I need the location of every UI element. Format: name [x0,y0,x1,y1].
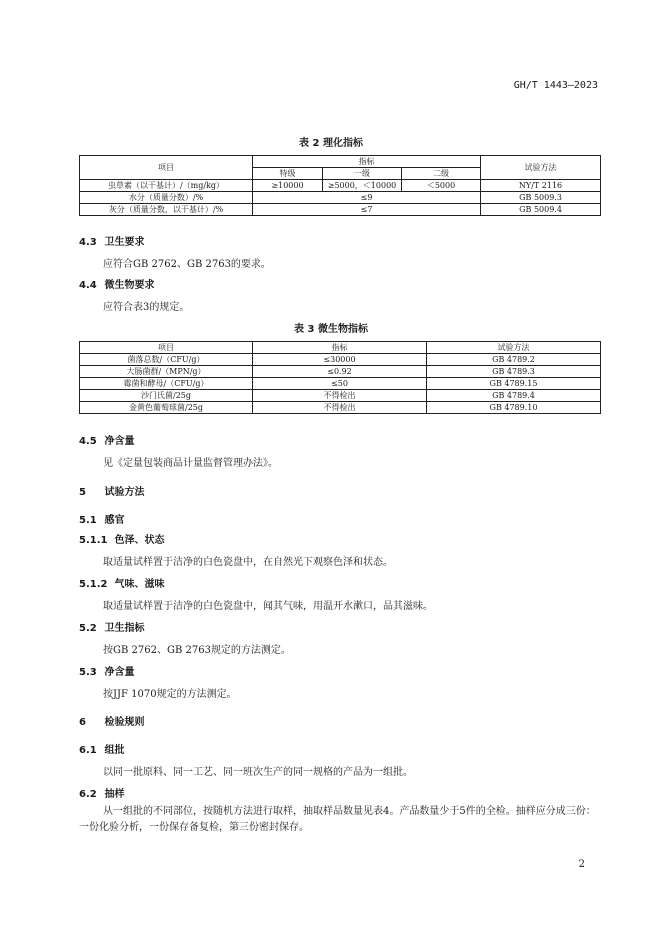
table-cell: 沙门氏菌/25g [80,390,253,402]
section-heading [79,531,164,546]
section-number: 6 [79,717,86,728]
section-title: 卫生要求 [104,237,145,248]
section-title: 检验规则 [104,717,145,728]
section-number: 5.1 [79,515,97,526]
table-row [80,354,601,366]
table-row [80,180,601,192]
section-title: 微生物要求 [104,280,155,291]
section-title: 净含量 [104,667,135,678]
section-heading [79,276,154,291]
table-row [80,402,601,414]
table-cell: ＜5000 [402,180,481,192]
section-heading [79,741,124,756]
section-title: 色泽、状态 [114,535,165,546]
section-heading [79,575,164,590]
section-title: 净含量 [104,436,135,447]
standard-code-header: GH/T 1443—2023 [513,80,598,91]
section-number: 4.5 [79,436,97,447]
table2-head-item: 项目 [80,156,253,180]
table-cell: 大肠菌群/（MPN/g） [80,366,253,378]
table2-grade-first: 一级 [323,168,402,180]
paragraph: 应符合GB 2762、GB 2763的要求。 [103,259,271,270]
section-heading [79,233,144,248]
table2-grade-special: 特级 [253,168,323,180]
table-cell: 霉菌和酵母/（CFU/g） [80,378,253,390]
table-row [80,192,601,204]
section-heading [79,432,134,447]
table2-head-method: 试验方法 [481,156,601,180]
table-cell: GB 4789.10 [427,402,601,414]
table-cell: ≥10000 [253,180,323,192]
table-cell: NY/T 2116 [481,180,601,192]
paragraph: 从一组批的不同部位，按随机方法进行取样，抽取样品数量见表4。产品数量少于5件的全检。抽样应分成三份：一份化验分析，一份保存备复检，第三份密封保存。 [79,806,596,833]
paragraph: 见《定量包装商品计量监督管理办法》。 [103,458,278,469]
table-row [80,390,601,402]
table2-head-index: 指标 [253,156,481,168]
section-heading [79,619,144,634]
table-cell: 不得检出 [253,390,427,402]
table-cell: ≤50 [253,378,427,390]
table3-caption: 表 3 微生物指标 [294,324,368,335]
table2-grade-second: 二级 [402,168,481,180]
table-cell: GB 4789.2 [427,354,601,366]
chapter-heading [79,713,144,728]
table-row [80,378,601,390]
table-cell: 水分（质量分数）/% [80,192,253,204]
table-cell: GB 4789.4 [427,390,601,402]
section-title: 试验方法 [104,487,145,498]
table-cell: 虫草素（以干基计）/（mg/kg） [80,180,253,192]
section-title: 抽样 [104,789,125,800]
table-cell: ≥5000，＜10000 [323,180,402,192]
table3-head-index: 指标 [253,342,427,354]
table-row [80,204,601,216]
section-number: 6.1 [79,745,97,756]
section-number: 5 [79,487,86,498]
paragraph: 按JJF 1070规定的方法测定。 [103,689,237,700]
section-number: 5.2 [79,623,97,634]
table-row [80,366,601,378]
table-cell: GB 5009.4 [481,204,601,216]
paragraph: 以同一批原料、同一工艺、同一班次生产的同一规格的产品为一组批。 [103,767,413,778]
table2-caption: 表 2 理化指标 [299,138,363,149]
table-cell: 金黄色葡萄球菌/25g [80,402,253,414]
section-heading [79,511,124,526]
section-title: 组批 [104,745,125,756]
table-cell: 灰分（质量分数，以干基计）/% [80,204,253,216]
table-cell: GB 4789.15 [427,378,601,390]
table-cell: ≤7 [253,204,481,216]
chapter-heading [79,483,144,498]
section-heading [79,663,134,678]
table2-physicochemical [79,155,601,216]
section-title: 气味、滋味 [114,579,165,590]
table-cell: ≤0.92 [253,366,427,378]
section-number: 4.3 [79,237,97,248]
section-number: 5.3 [79,667,97,678]
section-number: 5.1.2 [79,579,108,590]
section-title: 卫生指标 [104,623,145,634]
table3-microbiological [79,341,601,414]
table3-head-method: 试验方法 [427,342,601,354]
section-heading [79,785,124,800]
paragraph: 取适量试样置于洁净的白色瓷盘中，闻其气味，用温开水漱口，品其滋味。 [103,601,433,612]
section-title: 感官 [104,515,125,526]
table-cell: GB 4789.3 [427,366,601,378]
section-number: 5.1.1 [79,535,108,546]
section-number: 4.4 [79,280,97,291]
table-cell: GB 5009.3 [481,192,601,204]
page-number: 2 [578,859,585,870]
table3-head-item: 项目 [80,342,253,354]
table-cell: 不得检出 [253,402,427,414]
paragraph: 按GB 2762、GB 2763规定的方法测定。 [103,645,291,656]
table-cell: 菌落总数/（CFU/g） [80,354,253,366]
section-number: 6.2 [79,789,97,800]
paragraph: 取适量试样置于洁净的白色瓷盘中，在自然光下观察色泽和状态。 [103,557,393,568]
table-cell: ≤30000 [253,354,427,366]
paragraph: 应符合表3的规定。 [103,302,190,313]
table-cell: ≤9 [253,192,481,204]
